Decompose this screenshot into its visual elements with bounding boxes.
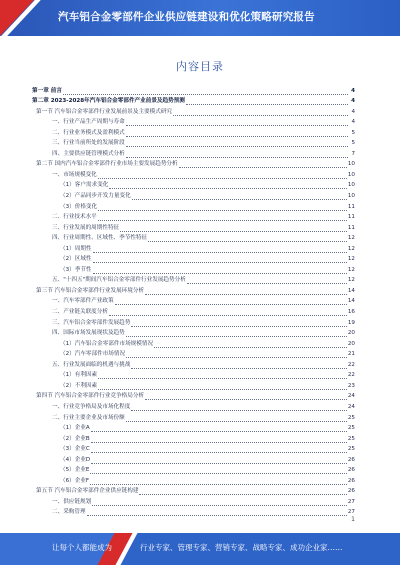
toc-entry-page: 25 [347,446,355,453]
toc-entry-label: 第四节 汽车铝合金零部件行业竞争格局分析 [36,393,145,400]
toc-entry[interactable] [32,453,355,464]
toc-entry-page: 4 [351,108,355,115]
toc-entry[interactable] [32,95,355,106]
toc-entry[interactable] [32,348,355,359]
toc-entry-page: 21 [347,351,355,358]
toc-entry[interactable] [32,242,355,253]
toc-entry-label: 三、行业当前所处的发展阶段 [52,140,125,147]
toc-entry-page: 24 [347,393,355,400]
toc-entry[interactable] [32,232,355,243]
toc-leader-dots [91,446,347,453]
toc-entry-page: 26 [347,456,355,463]
toc-leader-dots [132,193,347,200]
toc-entry[interactable] [32,179,355,190]
toc-entry-label: 一、行业竞争格局及市场化程度 [52,403,131,410]
toc-entry[interactable] [32,295,355,306]
toc-entry[interactable] [32,200,355,211]
toc-leader-dots [63,88,348,95]
toc-entry[interactable] [32,211,355,222]
toc-entry-label: 一、市场规模变化 [52,171,97,178]
toc-entry-label: （2）汽车零部件市场情况 [60,351,126,358]
toc-entry[interactable] [32,126,355,137]
toc-entry-label: 四、主要供应链管理模式分析 [52,150,125,157]
toc-entry[interactable] [32,358,355,369]
toc-leader-dots [148,235,347,242]
toc-entry[interactable] [32,369,355,380]
toc-entry[interactable] [32,221,355,232]
toc-entry[interactable] [32,327,355,338]
toc-entry-page: 24 [347,403,355,410]
toc-entry-page: 26 [347,488,355,495]
toc-entry-page: 10 [347,182,355,189]
toc-entry-page: 10 [347,161,355,168]
toc-leader-dots [145,288,347,295]
toc-entry-page: 16 [347,309,355,316]
toc-entry-page: 4 [351,87,355,94]
toc-entry[interactable] [32,411,355,422]
toc-entry-page: 22 [347,361,355,368]
toc-leader-dots [126,415,347,422]
toc-leader-dots [93,256,347,263]
toc-entry[interactable] [32,189,355,200]
toc-entry-page: 12 [347,277,355,284]
toc-entry-page: 14 [347,287,355,294]
toc-entry[interactable] [32,506,355,517]
toc-leader-dots [126,130,348,137]
report-header [0,0,400,36]
toc-entry-label: 第二节 国内汽车铝合金零部件行业市场主要发展趋势分析 [36,161,178,168]
toc-entry[interactable] [32,485,355,496]
toc-entry-label: 二、行业业务模式及盈利模式 [52,129,125,136]
toc-entry-label: 三、汽车铝合金零部件发展趋势 [52,319,131,326]
toc-entry-label: （3）企业C [60,446,90,453]
toc-entry-page: 4 [351,119,355,126]
toc-entry-label: （2）产品同步开发力量变化 [60,193,131,200]
toc-entry[interactable] [32,474,355,485]
toc-entry[interactable] [32,305,355,316]
toc-leader-dots [120,225,347,232]
toc-entry-page: 27 [347,509,355,516]
toc-leader-dots [131,362,347,369]
toc-leader-dots [173,109,348,116]
toc-entry-page: 19 [347,319,355,326]
toc-entry-label: 五、行业发展面临的机遇与挑战 [52,361,131,368]
toc-leader-dots [98,214,347,221]
toc-entry-page: 5 [351,140,355,147]
toc-entry-page: 12 [347,256,355,263]
toc-leader-dots [126,351,347,358]
toc-entry[interactable] [32,105,355,116]
toc-entry-page: 25 [347,425,355,432]
toc-leader-dots [98,372,347,379]
toc-entry-page: 25 [347,414,355,421]
toc-entry-page: 12 [347,245,355,252]
toc-entry-label: （2）不利因素 [60,382,98,389]
toc-entry-label: 第三节 汽车铝合金零部件行业发展环境分析 [36,287,145,294]
toc-leader-dots [126,330,347,337]
footer-banner [0,533,400,565]
toc-entry[interactable] [32,379,355,390]
toc-leader-dots [109,309,347,316]
toc-entry-label: （5）企业E [60,467,90,474]
toc-leader-dots [91,425,347,432]
toc-entry-label: 第二章 2023-2028年汽车铝合金零部件产业前景及趋势预测 [32,98,185,105]
toc-heading: 内容目录 [176,60,224,73]
toc-entry-page: 20 [347,340,355,347]
toc-entry-page: 11 [347,224,355,231]
toc-entry-page: 5 [351,129,355,136]
footer-tagline: 行业专家、管理专家、营销专家、战略专家、成功企业家…… [140,543,343,552]
toc-entry-label: （1）企业A [60,425,90,432]
toc-entry[interactable] [32,147,355,158]
toc-entry-label: 三、行业发展的周期性特征 [52,224,120,231]
toc-entry[interactable] [32,137,355,148]
toc-leader-dots [92,499,347,506]
toc-entry[interactable] [32,116,355,127]
toc-entry-label: （4）企业D [60,456,91,463]
toc-entry[interactable] [32,422,355,433]
toc-entry-page: 12 [347,235,355,242]
footer-slogan: 让每个人都能成为 [52,543,112,552]
toc-entry-page: 22 [347,372,355,379]
toc-entry-label: （1）汽车铝合金零部件市场规模情况 [60,340,154,347]
toc-entry[interactable] [32,316,355,327]
toc-entry-label: 四、国际市场发展现状及趋势 [52,330,125,337]
toc-leader-dots [145,393,347,400]
toc-leader-dots [131,404,347,411]
toc-entry[interactable] [32,253,355,264]
toc-leader-dots [90,467,346,474]
table-of-contents [32,84,355,516]
toc-entry[interactable] [32,495,355,506]
toc-entry-label: （2）企业B [60,435,90,442]
toc-entry[interactable] [32,337,355,348]
toc-entry[interactable] [32,400,355,411]
page-number: 1 [351,516,355,523]
toc-entry-page: 4 [351,98,355,105]
toc-entry-label: （3）价格变化 [60,203,98,210]
toc-entry-label: 二、采购管理 [52,509,86,516]
toc-entry[interactable] [32,274,355,285]
toc-entry-label: （2）区域性 [60,256,92,263]
toc-entry-page: 20 [347,330,355,337]
toc-entry-page: 10 [347,193,355,200]
toc-entry-label: 五、"十四五"期间汽车铝合金零部件行业发展趋势分析 [52,277,186,284]
toc-entry-label: （6）企业F [60,477,90,484]
toc-entry-label: 一、行业产品生产周期与寿命 [52,119,125,126]
toc-entry-label: 第五节 汽车铝合金零部件企业供应链构建 [36,488,139,495]
toc-entry-label: 二、行业技术水平 [52,214,97,221]
toc-entry[interactable] [32,443,355,454]
toc-leader-dots [93,246,347,253]
toc-leader-dots [126,140,348,147]
toc-leader-dots [109,182,347,189]
toc-leader-dots [179,161,347,168]
toc-leader-dots [131,320,347,327]
toc-entry-page: 26 [347,467,355,474]
toc-entry-label: 二、产业链关联度分析 [52,309,108,316]
toc-entry-page: 23 [347,382,355,389]
toc-entry-page: 25 [347,435,355,442]
toc-entry[interactable] [32,263,355,274]
toc-leader-dots [90,478,347,485]
toc-leader-dots [154,341,347,348]
toc-entry-label: （1）周期性 [60,245,92,252]
toc-leader-dots [115,298,347,305]
toc-entry-label: 四、行业周期性、区域性、季节性特征 [52,235,148,242]
toc-entry[interactable] [32,390,355,401]
toc-leader-dots [187,277,347,284]
toc-leader-dots [87,509,347,516]
toc-entry-page: 14 [347,298,355,305]
toc-entry[interactable] [32,284,355,295]
toc-entry-label: 第一章 前言 [32,87,62,94]
toc-entry-label: 一、供应链规划 [52,498,92,505]
toc-entry-page: 10 [347,171,355,178]
report-title: 汽车铝合金零部件企业供应链建设和优化策略研究报告 [58,11,315,23]
toc-entry[interactable] [32,84,355,95]
toc-entry[interactable] [32,432,355,443]
toc-leader-dots [91,436,347,443]
toc-entry-label: 一、汽车零部件产业政策 [52,298,114,305]
toc-entry[interactable] [32,464,355,475]
toc-entry-page: 11 [347,214,355,221]
toc-entry[interactable] [32,158,355,169]
toc-leader-dots [91,457,347,464]
toc-leader-dots [98,204,347,211]
toc-leader-dots [186,98,348,105]
toc-entry-label: 第一节 汽车铝合金零部件行业发展前景及主要模式研究 [36,108,173,115]
toc-entry-page: 26 [347,477,355,484]
toc-entry-page: 7 [351,150,355,157]
toc-leader-dots [139,488,346,495]
toc-leader-dots [126,119,348,126]
toc-leader-dots [98,172,347,179]
toc-entry-page: 27 [347,498,355,505]
toc-entry-label: （1）有利因素 [60,372,98,379]
toc-entry-page: 12 [347,266,355,273]
toc-leader-dots [93,267,347,274]
toc-entry-label: （1）客户需求变化 [60,182,109,189]
toc-entry-label: （3）季节性 [60,266,92,273]
toc-leader-dots [98,383,347,390]
toc-entry[interactable] [32,168,355,179]
toc-leader-dots [126,151,348,158]
toc-entry-label: 二、行业主要企业及市场份额 [52,414,125,421]
toc-entry-page: 11 [347,203,355,210]
